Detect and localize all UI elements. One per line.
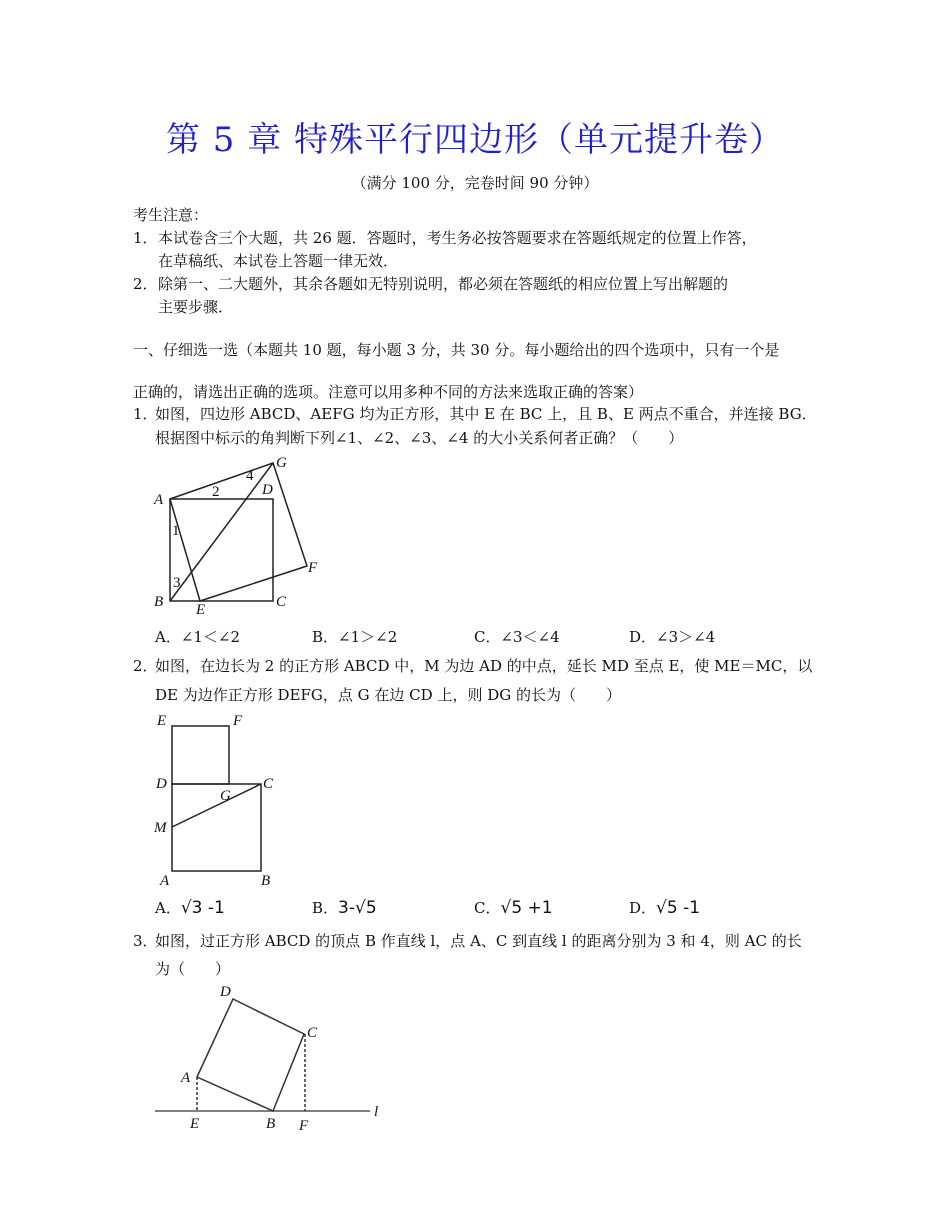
question-1-line2: 根据图中标示的角判断下列∠1、∠2、∠3、∠4 的大小关系何者正确？（ ） bbox=[155, 429, 684, 447]
q1-angle-3: 3 bbox=[173, 575, 181, 591]
question-3-line2: 为（ ） bbox=[155, 960, 231, 978]
q3-label-D: D bbox=[220, 984, 231, 1000]
notice-item-1-line2: 在草稿纸、本试卷上答题一律无效． bbox=[158, 252, 399, 270]
option-text: ∠3＞∠4 bbox=[656, 628, 716, 646]
question-2-line1: 如图，在边长为 2 的正方形 ABCD 中，M 为边 AD 的中点，延长 MD 至点 E，使 ME＝MC，以 bbox=[155, 657, 813, 675]
q3-label-l: l bbox=[374, 1104, 379, 1120]
q2-label-C: C bbox=[263, 776, 274, 792]
notice-item-2-line2: 主要步骤． bbox=[158, 298, 234, 316]
page-title: 第 5 章 特殊平行四边形（单元提升卷） bbox=[165, 120, 785, 160]
section-1-line2: 正确的，请选出正确的选项。注意可以用多种不同的方法来选取正确的答案） bbox=[133, 383, 644, 401]
option-text: 3-√5 bbox=[338, 898, 377, 918]
q2-label-B: B bbox=[261, 873, 271, 889]
question-2-line2: DE 为边作正方形 DEFG，点 G 在边 CD 上，则 DG 的长为（ ） bbox=[155, 686, 621, 704]
notice-item-2-num: 2． bbox=[133, 275, 158, 293]
q1-label-A: A bbox=[154, 492, 164, 508]
q2-option-d[interactable] bbox=[629, 897, 700, 918]
question-2-num: 2． bbox=[133, 657, 158, 675]
question-3-figure bbox=[145, 975, 395, 1140]
q2-label-E: E bbox=[157, 713, 167, 729]
option-text: ∠1＜∠2 bbox=[180, 628, 241, 646]
notice-item-1-num: 1． bbox=[133, 229, 158, 247]
q1-label-G: G bbox=[276, 455, 287, 471]
section-1-line1: 一、仔细选一选（本题共 10 题，每小题 3 分，共 30 分。每小题给出的四个选项中，只有一个是 bbox=[133, 341, 780, 359]
option-key: A． bbox=[155, 899, 181, 917]
notice-item-2-line1: 除第一、二大题外，其余各题如无特别说明，都必须在答题纸的相应位置上写出解题的 bbox=[158, 275, 729, 293]
q3-label-C: C bbox=[307, 1025, 318, 1041]
option-text: ∠1＞∠2 bbox=[338, 628, 398, 646]
q2-label-F: F bbox=[233, 713, 243, 729]
q2-option-b[interactable] bbox=[312, 897, 377, 918]
q1-option-b[interactable] bbox=[312, 626, 397, 647]
q3-label-F: F bbox=[299, 1118, 309, 1134]
q2-option-a[interactable] bbox=[155, 897, 225, 918]
option-text: √5 +1 bbox=[500, 898, 553, 918]
q1-option-a[interactable] bbox=[155, 626, 240, 647]
question-1-line1: 如图，四边形 ABCD、AEFG 均为正方形，其中 E 在 BC 上，且 B、E 两点不重合，并连接 BG． bbox=[155, 405, 817, 423]
q2-label-A: A bbox=[160, 873, 170, 889]
page-subtitle: （满分 100 分，完卷时间 90 分钟） bbox=[351, 174, 599, 192]
option-key: A． bbox=[155, 628, 181, 646]
option-key: B． bbox=[312, 899, 339, 917]
notice-heading: 考生注意： bbox=[133, 206, 209, 224]
option-key: D． bbox=[629, 899, 657, 917]
q1-label-C: C bbox=[276, 594, 287, 610]
q1-angle-2: 2 bbox=[212, 484, 220, 500]
q3-label-A: A bbox=[181, 1070, 191, 1086]
q1-angle-1: 1 bbox=[172, 523, 180, 539]
q2-label-D: D bbox=[156, 776, 167, 792]
q1-angle-4: 4 bbox=[246, 468, 254, 484]
question-2-figure bbox=[140, 705, 300, 895]
q1-label-F: F bbox=[308, 560, 318, 576]
q1-label-E: E bbox=[196, 602, 206, 618]
option-text: √5 -1 bbox=[656, 898, 701, 918]
option-text: √3 -1 bbox=[180, 898, 225, 918]
q2-option-c[interactable] bbox=[474, 897, 553, 918]
q1-label-D: D bbox=[262, 482, 273, 498]
notice-item-1-line1: 本试卷含三个大题，共 26 题．答题时，考生务必按答题要求在答题纸规定的位置上作答， bbox=[158, 229, 757, 247]
question-3-line1: 如图，过正方形 ABCD 的顶点 B 作直线 l，点 A、C 到直线 l 的距离分别为 3 和 4，则 AC 的长 bbox=[155, 932, 802, 950]
option-key: C． bbox=[474, 628, 501, 646]
q3-label-E: E bbox=[190, 1116, 200, 1132]
q1-option-d[interactable] bbox=[629, 626, 715, 647]
option-key: C． bbox=[474, 899, 501, 917]
option-key: D． bbox=[629, 628, 657, 646]
question-1-num: 1． bbox=[133, 405, 158, 423]
q2-label-M: M bbox=[154, 820, 167, 836]
q3-label-B: B bbox=[266, 1116, 276, 1132]
q2-label-G: G bbox=[220, 788, 231, 804]
question-3-num: 3． bbox=[133, 932, 158, 950]
question-1-figure bbox=[140, 450, 340, 620]
option-text: ∠3＜∠4 bbox=[500, 628, 560, 646]
option-key: B． bbox=[312, 628, 339, 646]
q1-label-B: B bbox=[154, 594, 164, 610]
q1-option-c[interactable] bbox=[474, 626, 560, 647]
